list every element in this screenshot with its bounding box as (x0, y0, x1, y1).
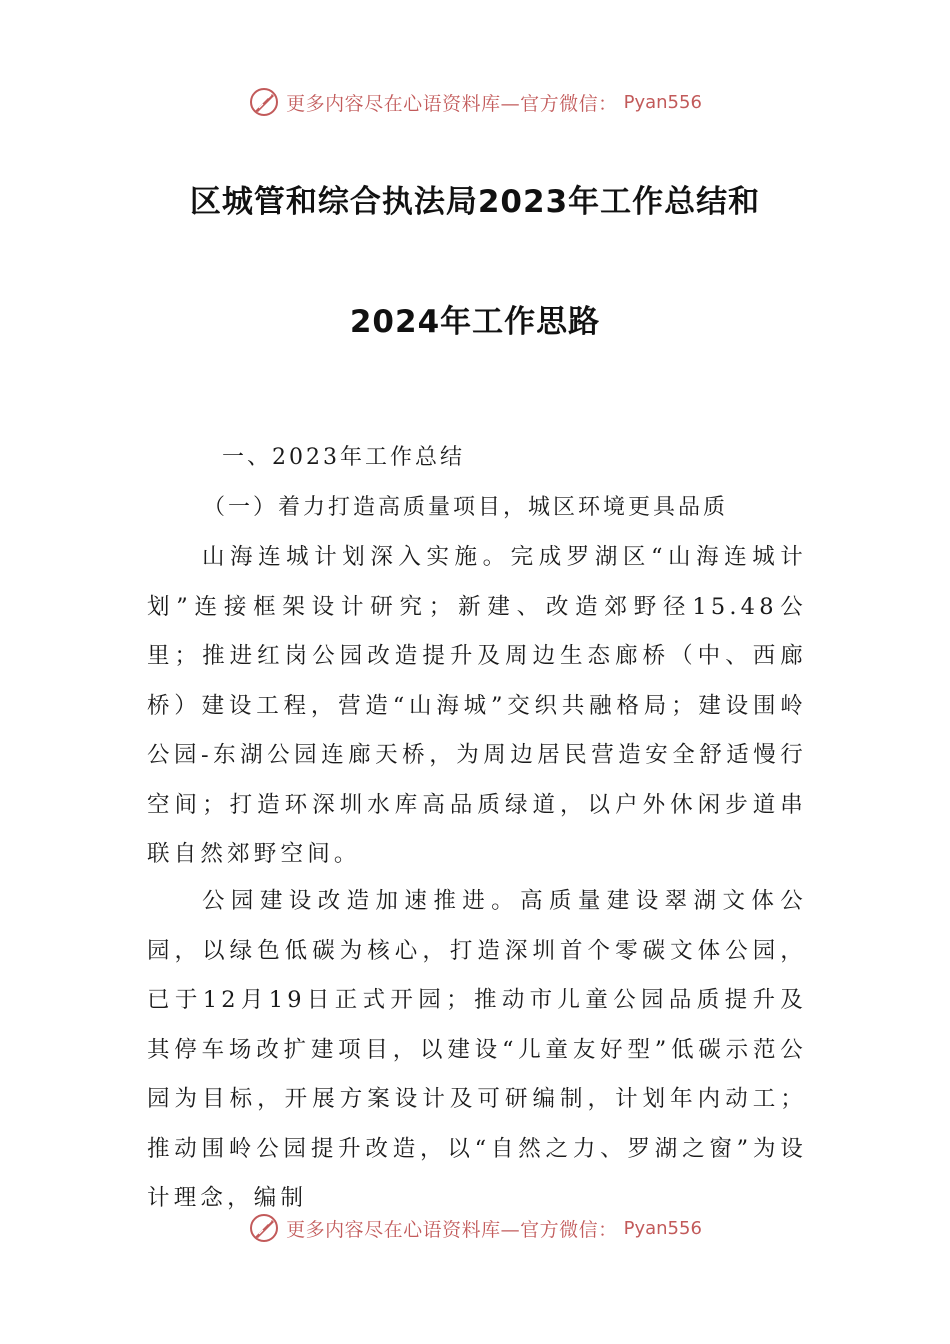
document-title-line-1: 区城管和综合执法局2023年工作总结和 (189, 184, 761, 220)
quill-logo-icon (248, 86, 280, 118)
body-paragraph: 山海连城计划深入实施。完成罗湖区“山海连城计划”连接框架设计研究；新建、改造郊野径15.48公里；推进红岗公园改造提升及周边生态廊桥（中、西廊桥）建设工程，营造“山海城”交织共融格局；建设围岭公园-东湖公园连廊天桥，为周边居民营造安全舒适慢行空间；打造环深圳水库高品质绿道，以户外休闲步道串联自然郊野空间。 (147, 544, 807, 867)
watermark-text: 更多内容尽在心语资料库—官方微信： (286, 92, 618, 115)
body-paragraph: 公园建设改造加速推进。高质量建设翠湖文体公园，以绿色低碳为核心，打造深圳首个零碳文体公园，已于12月19日正式开园；推动市儿童公园品质提升及其停车场改扩建项目，以建设“儿童友好型”低碳示范公园为目标，开展方案设计及可研编制，计划年内动工；推动围岭公园提升改造，以“自然之力、罗湖之窗”为设计理念，编制 (147, 888, 807, 1211)
watermark-wechat-id: Pyan556 (623, 1217, 702, 1239)
section-heading: 一、2023年工作总结 (222, 445, 465, 470)
watermark-text: 更多内容尽在心语资料库—官方微信： (286, 1218, 618, 1241)
watermark-wechat-id: Pyan556 (623, 91, 702, 113)
document-title-line-2: 2024年工作思路 (349, 304, 601, 340)
watermark-header (0, 86, 950, 118)
quill-logo-icon (248, 1212, 280, 1244)
watermark-footer (0, 1212, 950, 1244)
subsection-heading: （一）着力打造高质量项目，城区环境更具品质 (203, 495, 729, 520)
